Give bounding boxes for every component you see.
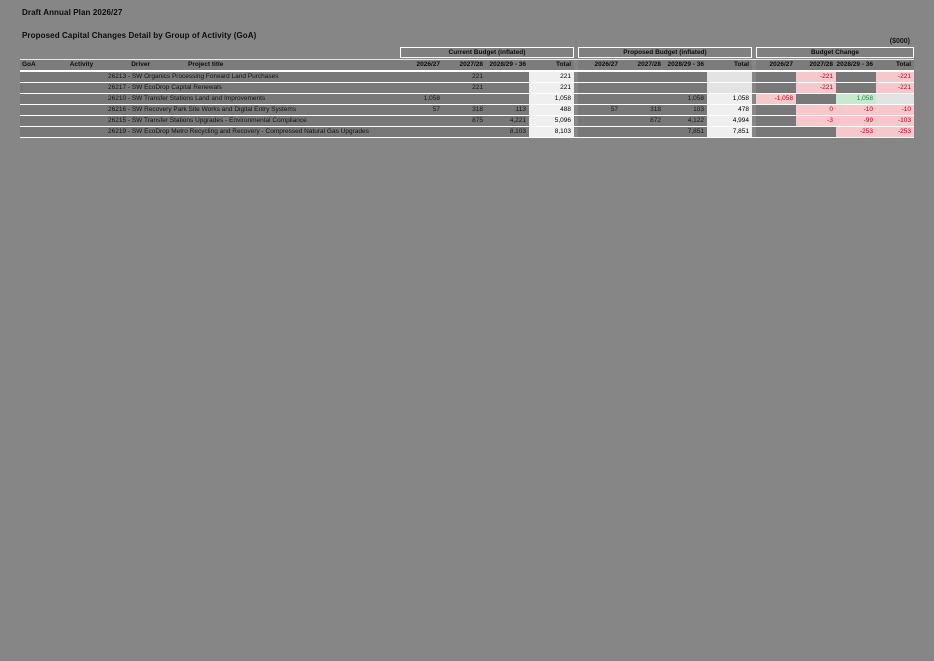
- year-header: 2028/29 - 36: [489, 61, 526, 68]
- cell-current-year[interactable]: 318: [443, 105, 486, 115]
- cell-proposed-year[interactable]: 4,122: [664, 116, 707, 126]
- cell-current-year[interactable]: [400, 127, 443, 137]
- cell-proposed-year[interactable]: [578, 94, 621, 104]
- cell-current-year[interactable]: [443, 127, 486, 137]
- cell-current-year[interactable]: 57: [400, 105, 443, 115]
- page-title: Draft Annual Plan 2026/27: [22, 8, 123, 17]
- cell-current-total[interactable]: 221: [529, 72, 574, 82]
- cell-current-year[interactable]: 875: [443, 116, 486, 126]
- year-header: 2027/28: [459, 61, 483, 68]
- year-header: 2027/28: [809, 61, 833, 68]
- cell-proposed-total[interactable]: [707, 72, 752, 82]
- table-row: [20, 126, 914, 137]
- cell-proposed-year[interactable]: [621, 72, 664, 82]
- table-row: [20, 115, 914, 126]
- cell-proposed-year[interactable]: 318: [621, 105, 664, 115]
- cell-change-year[interactable]: 1,058: [836, 94, 876, 104]
- table-body: [20, 71, 914, 137]
- cell-change-year[interactable]: [796, 127, 836, 137]
- cell-proposed-year[interactable]: 7,851: [664, 127, 707, 137]
- year-header: Total: [895, 61, 911, 68]
- cell-proposed-year[interactable]: [578, 116, 621, 126]
- table-row: [20, 93, 914, 104]
- cell-proposed-total[interactable]: 1,058: [707, 94, 752, 104]
- cell-current-year[interactable]: [486, 72, 529, 82]
- cell-change-year[interactable]: [756, 116, 796, 126]
- cell-change-year[interactable]: -3: [796, 116, 836, 126]
- cell-change-year[interactable]: -221: [796, 83, 836, 93]
- unit-label: ($000): [889, 38, 910, 45]
- cell-change-year[interactable]: -99: [836, 116, 876, 126]
- year-header: 2028/29 - 36: [667, 61, 704, 68]
- cell-change-year[interactable]: -253: [836, 127, 876, 137]
- cell-change-year[interactable]: [836, 72, 876, 82]
- cell-current-year[interactable]: 221: [443, 83, 486, 93]
- group-header: Proposed Budget (inflated): [578, 47, 752, 58]
- year-header: 2026/27: [594, 61, 618, 68]
- cell-current-year[interactable]: [400, 83, 443, 93]
- label-header: GoA: [22, 61, 36, 68]
- cell-change-year[interactable]: -1,058: [756, 94, 796, 104]
- cell-change-year[interactable]: -10: [836, 105, 876, 115]
- table-row: [20, 71, 914, 82]
- cell-current-year[interactable]: 221: [443, 72, 486, 82]
- cell-project-title[interactable]: 26216 - SW Recovery Park Site Works and Digital Entry Systems: [20, 105, 400, 115]
- cell-current-year[interactable]: 113: [486, 105, 529, 115]
- cell-change-total[interactable]: -103: [876, 116, 914, 126]
- label-headers: [20, 60, 400, 70]
- cell-change-year[interactable]: [756, 127, 796, 137]
- cell-proposed-year[interactable]: [578, 83, 621, 93]
- cell-project-title[interactable]: 26217 - SW EcoDrop Capital Renewals: [20, 83, 400, 93]
- cell-change-year[interactable]: [836, 83, 876, 93]
- cell-proposed-year[interactable]: [621, 83, 664, 93]
- cell-change-total[interactable]: -221: [876, 83, 914, 93]
- cell-change-year[interactable]: [756, 72, 796, 82]
- cell-change-year[interactable]: [756, 105, 796, 115]
- cell-proposed-year[interactable]: [664, 72, 707, 82]
- cell-proposed-year[interactable]: [621, 127, 664, 137]
- label-header: Activity: [69, 61, 94, 68]
- group-header-row: [20, 47, 914, 58]
- cell-proposed-year[interactable]: [578, 127, 621, 137]
- cell-change-year[interactable]: 0: [796, 105, 836, 115]
- cell-proposed-year[interactable]: 872: [621, 116, 664, 126]
- cell-proposed-year[interactable]: 103: [664, 105, 707, 115]
- group-header: Current Budget (inflated): [400, 47, 574, 58]
- cell-proposed-year[interactable]: 1,058: [664, 94, 707, 104]
- cell-proposed-total[interactable]: [707, 83, 752, 93]
- cell-proposed-year[interactable]: [621, 94, 664, 104]
- year-header: Total: [555, 61, 571, 68]
- table-row: [20, 104, 914, 115]
- cell-project-title[interactable]: 26219 - SW EcoDrop Metro Recycling and Recovery - Compressed Natural Gas Upgrades: [20, 127, 400, 137]
- table-row: [20, 82, 914, 93]
- column-header-row: [20, 59, 914, 71]
- cell-current-year[interactable]: [486, 94, 529, 104]
- group-header: Budget Change: [756, 47, 914, 58]
- cell-project-title[interactable]: 26215 - SW Transfer Stations Upgrades - Environmental Compliance: [20, 116, 400, 126]
- cell-proposed-total[interactable]: 7,851: [707, 127, 752, 137]
- cell-change-year[interactable]: -221: [796, 72, 836, 82]
- cell-current-total[interactable]: 221: [529, 83, 574, 93]
- label-header: Driver: [131, 61, 151, 68]
- page-subtitle: Proposed Capital Changes Detail by Group of Activity (GoA): [22, 31, 257, 40]
- cell-change-total[interactable]: -221: [876, 72, 914, 82]
- year-header: 2026/27: [769, 61, 793, 68]
- cell-change-year[interactable]: [756, 83, 796, 93]
- cell-current-year[interactable]: [443, 94, 486, 104]
- cell-current-year[interactable]: 8,103: [486, 127, 529, 137]
- cell-proposed-year[interactable]: 57: [578, 105, 621, 115]
- cell-current-year[interactable]: [486, 83, 529, 93]
- cell-proposed-total[interactable]: 478: [707, 105, 752, 115]
- year-header: Total: [733, 61, 749, 68]
- cell-current-total[interactable]: 5,096: [529, 116, 574, 126]
- cell-proposed-total[interactable]: 4,994: [707, 116, 752, 126]
- corner-spacer: [20, 47, 400, 57]
- budget-table: [20, 47, 914, 138]
- cell-current-year[interactable]: 1,058: [400, 94, 443, 104]
- cell-change-total[interactable]: -253: [876, 127, 914, 137]
- year-header: 2027/28: [637, 61, 661, 68]
- cell-project-title[interactable]: 26210 - SW Transfer Stations Land and Improvements: [20, 94, 400, 104]
- label-header: Project title: [188, 61, 224, 68]
- cell-change-total[interactable]: [876, 94, 914, 104]
- cell-change-total[interactable]: -10: [876, 105, 914, 115]
- cell-current-total[interactable]: 8,103: [529, 127, 574, 137]
- cell-current-total[interactable]: 488: [529, 105, 574, 115]
- cell-current-year[interactable]: 4,221: [486, 116, 529, 126]
- cell-project-title[interactable]: 26213 - SW Organics Processing Forward Land Purchases: [20, 72, 400, 82]
- year-header: 2028/29 - 36: [836, 61, 873, 68]
- cell-proposed-year[interactable]: [578, 72, 621, 82]
- cell-current-year[interactable]: [400, 72, 443, 82]
- cell-change-year[interactable]: [796, 94, 836, 104]
- year-header: 2026/27: [416, 61, 440, 68]
- cell-current-total[interactable]: 1,058: [529, 94, 574, 104]
- cell-current-year[interactable]: [400, 116, 443, 126]
- cell-proposed-year[interactable]: [664, 83, 707, 93]
